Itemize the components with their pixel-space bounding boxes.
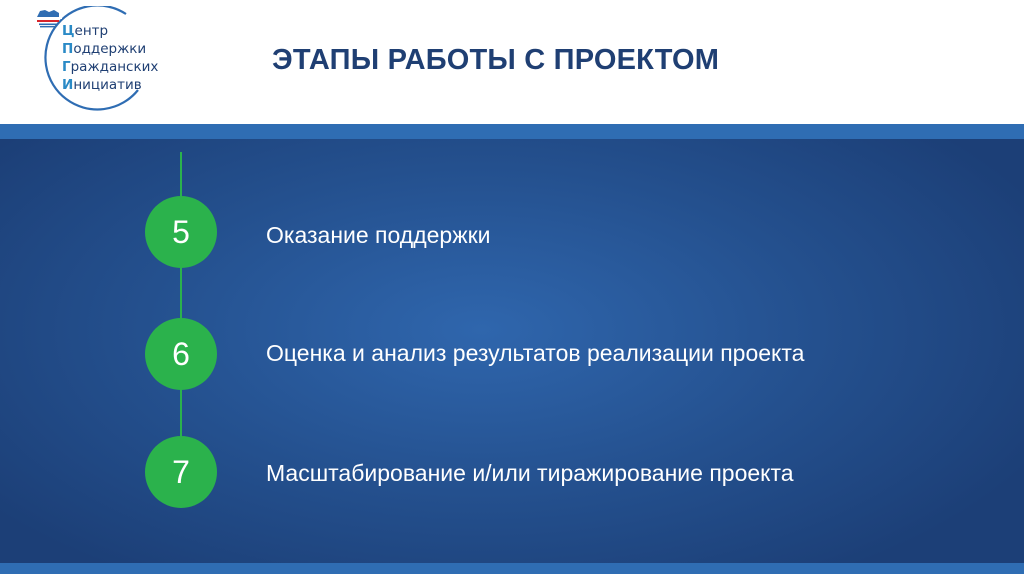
logo-line: Инициатив	[62, 77, 142, 93]
step-label: Оценка и анализ результатов реализации проекта	[266, 340, 805, 366]
logo-line: Поддержки	[62, 41, 147, 57]
step-label: Масштабирование и/или тиражирование проекта	[266, 460, 794, 486]
step-number-badge: 6	[145, 318, 217, 390]
logo-line: Центр	[62, 23, 109, 39]
bottom-accent-bar	[0, 563, 1024, 574]
logo-text	[62, 22, 158, 94]
page-title: ЭТАПЫ РАБОТЫ С ПРОЕКТОМ	[272, 44, 720, 76]
logo-line: Гражданских	[62, 59, 159, 75]
step-number-badge: 5	[145, 196, 217, 268]
party-bear-emblem-icon	[34, 6, 62, 28]
header	[0, 0, 1024, 124]
top-accent-bar	[0, 124, 1024, 139]
step-label: Оказание поддержки	[266, 222, 491, 248]
step-number-badge: 7	[145, 436, 217, 508]
center-logo	[34, 6, 184, 114]
